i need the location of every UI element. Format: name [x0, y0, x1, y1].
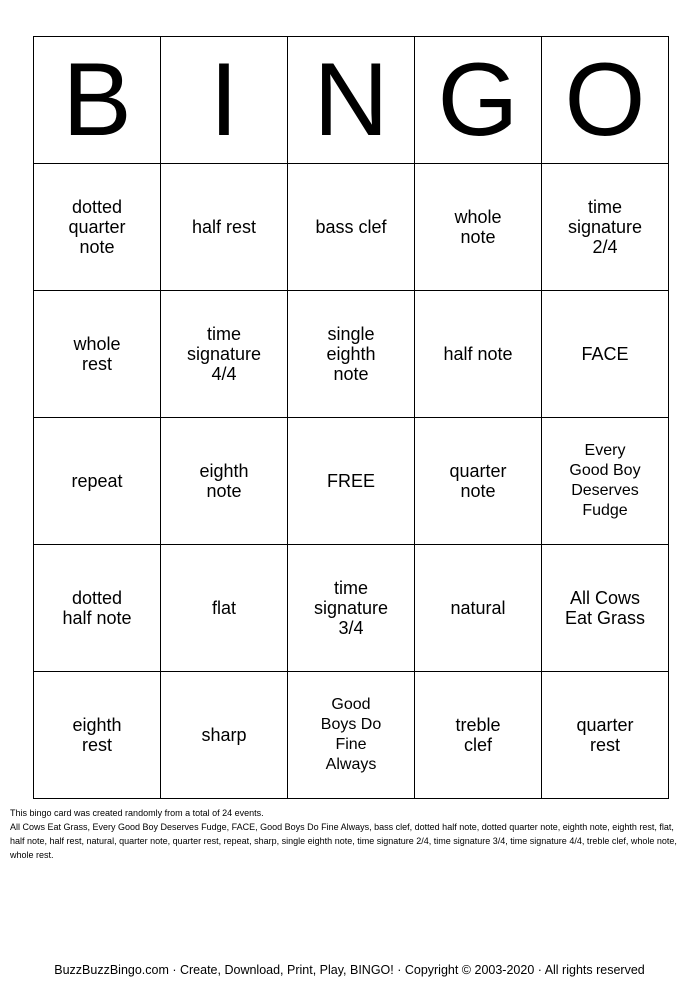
card-row — [34, 418, 669, 545]
cell-label: single eighth note — [326, 323, 376, 384]
card-cell — [34, 164, 161, 291]
card-cell — [288, 291, 415, 418]
cell-label: time signature 2/4 — [567, 196, 643, 257]
card-cell — [542, 164, 669, 291]
header-letter-o: O — [542, 37, 669, 164]
card-cell — [161, 418, 288, 545]
card-cell — [415, 418, 542, 545]
notes-event-list: All Cows Eat Grass, Every Good Boy Deserves Fudge, FACE, Good Boys Do Fine Always, bass clef, dotted half note, dotted quarter note, eighth note, eighth rest, flat, half note, half rest, natural, quarter note, quarter rest, repeat, sharp, single eighth note, time signature 2/4, time signature 3/4, time signature 4/4, treble clef, whole note, whole rest. — [10, 822, 677, 860]
header-letter-b: B — [34, 37, 161, 164]
cell-label: Good Boys Do Fine Always — [320, 696, 382, 773]
card-cell — [161, 291, 288, 418]
header-row — [34, 37, 669, 164]
cell-label: bass clef — [315, 216, 387, 237]
card-cell — [34, 418, 161, 545]
bingo-card — [33, 36, 669, 799]
cell-label: Every Good Boy Deserves Fudge — [569, 442, 641, 519]
card-cell — [542, 672, 669, 799]
cell-label: half rest — [191, 216, 257, 237]
card-cell — [415, 672, 542, 799]
cell-label: quarter note — [449, 460, 507, 501]
card-cell — [415, 291, 542, 418]
cell-label: flat — [211, 597, 236, 618]
cell-label: dotted quarter note — [68, 196, 126, 257]
card-cell — [34, 672, 161, 799]
header-letter-n: N — [288, 37, 415, 164]
card-row — [34, 545, 669, 672]
cell-label: time signature 4/4 — [186, 323, 262, 384]
cell-label: eighth rest — [72, 714, 122, 755]
cell-label: time signature 3/4 — [313, 577, 389, 638]
free-space-label: FREE — [326, 470, 375, 491]
cell-label: treble clef — [455, 714, 501, 755]
cell-label: dotted half note — [62, 587, 132, 628]
card-cell — [542, 545, 669, 672]
card-row — [34, 291, 669, 418]
card-cell — [288, 545, 415, 672]
card-cell — [415, 164, 542, 291]
card-cell — [288, 164, 415, 291]
card-row — [34, 672, 669, 799]
card-cell — [161, 164, 288, 291]
header-letter-i: I — [161, 37, 288, 164]
cell-label: repeat — [71, 470, 123, 491]
card-cell — [34, 291, 161, 418]
card-cell — [161, 672, 288, 799]
cell-label: All Cows Eat Grass — [564, 587, 646, 628]
card-cell — [542, 418, 669, 545]
card-cell — [288, 672, 415, 799]
cell-label: half note — [443, 343, 513, 364]
footer-copyright: BuzzBuzzBingo.com · Create, Download, Print, Play, BINGO! · Copyright © 2003-2020 · All rights reserved — [54, 963, 645, 977]
card-cell — [415, 545, 542, 672]
card-row — [34, 164, 669, 291]
card-notes — [10, 806, 690, 862]
card-cell — [542, 291, 669, 418]
cell-label: natural — [450, 597, 506, 618]
free-space-cell — [288, 418, 415, 545]
cell-label: quarter rest — [576, 714, 634, 755]
card-cell — [34, 545, 161, 672]
header-letter-g: G — [415, 37, 542, 164]
card-cell — [161, 545, 288, 672]
notes-summary: This bingo card was created randomly from a total of 24 events. — [10, 808, 264, 818]
cell-label: whole rest — [73, 333, 121, 374]
cell-label: whole note — [454, 206, 502, 247]
cell-label: eighth note — [199, 460, 249, 501]
cell-label: sharp — [201, 724, 247, 745]
cell-label: FACE — [581, 343, 629, 364]
